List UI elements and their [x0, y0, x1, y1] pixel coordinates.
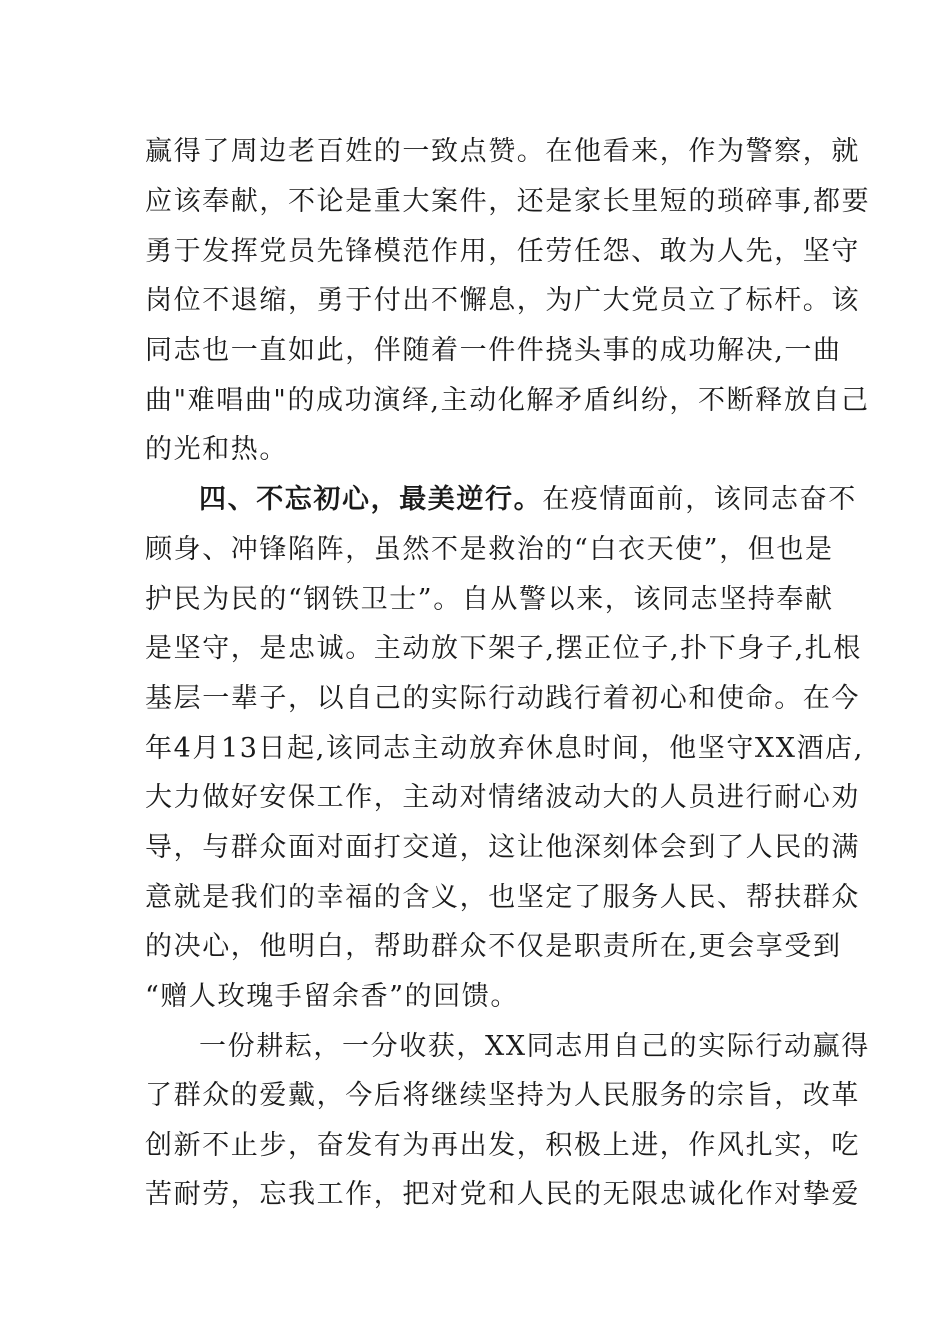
section-4-heading: 四、不忘初心，最美逆行。 — [199, 484, 543, 515]
text-line: 岗位不退缩，勇于付出不懈息，为广大党员立了标杆。该 — [145, 285, 860, 316]
section-4-first-line — [199, 475, 857, 525]
text-line: 赢得了周边老百姓的一致点赞。在他看来，作为警察，就 — [145, 136, 860, 167]
text-line: 同志也一直如此，伴随着一件件挠头事的成功解决,一曲 — [145, 335, 842, 366]
text-line: 应该奉献，不论是重大案件，还是家长里短的琐碎事,都要 — [145, 186, 871, 217]
text-line: 年4月13日起,该同志主动放弃休息时间，他坚守XX酒店, — [145, 733, 864, 764]
text-line: 勇于发挥党员先锋模范作用，任劳任怨、敢为人先，坚守 — [145, 236, 860, 267]
text-line: 曲"难唱曲"的成功演绎,主动化解矛盾纠纷，不断释放自己 — [145, 385, 870, 416]
text-line: 顾身、冲锋陷阵，虽然不是救治的“白衣天使”，但也是 — [145, 534, 834, 565]
text-line: 的决心，他明白，帮助群众不仅是职责所在,更会享受到 — [145, 931, 842, 962]
text-line: 基层一辈子，以自己的实际行动践行着初心和使命。在今 — [145, 683, 860, 714]
text-line: 大力做好安保工作，主动对情绪波动大的人员进行耐心劝 — [145, 782, 860, 813]
text-line: 了群众的爱戴，今后将继续坚持为人民服务的宗旨，改革 — [145, 1080, 860, 1111]
closing-first-line: 一份耕耘，一分收获，XX同志用自己的实际行动赢得 — [199, 1031, 870, 1062]
text-line: 导，与群众面对面打交道，这让他深刻体会到了人民的满 — [145, 832, 860, 863]
text-line: 的光和热。 — [145, 434, 288, 465]
text-line: 创新不止步，奋发有为再出发，积极上进，作风扎实，吃 — [145, 1130, 860, 1161]
text-line: 苦耐劳，忘我工作，把对党和人民的无限忠诚化作对挚爱 — [145, 1179, 860, 1210]
text-line: 护民为民的“钢铁卫士”。自从警以来，该同志坚持奉献 — [145, 584, 834, 615]
section-4-first-line-text: 在疫情面前，该同志奋不 — [542, 484, 857, 515]
text-line: 意就是我们的幸福的含义，也坚定了服务人民、帮扶群众 — [145, 882, 860, 913]
text-line: 是坚守，是忠诚。主动放下架子,摆正位子,扑下身子,扎根 — [145, 633, 862, 664]
text-line: “赠人玫瑰手留余香”的回馈。 — [145, 981, 520, 1012]
